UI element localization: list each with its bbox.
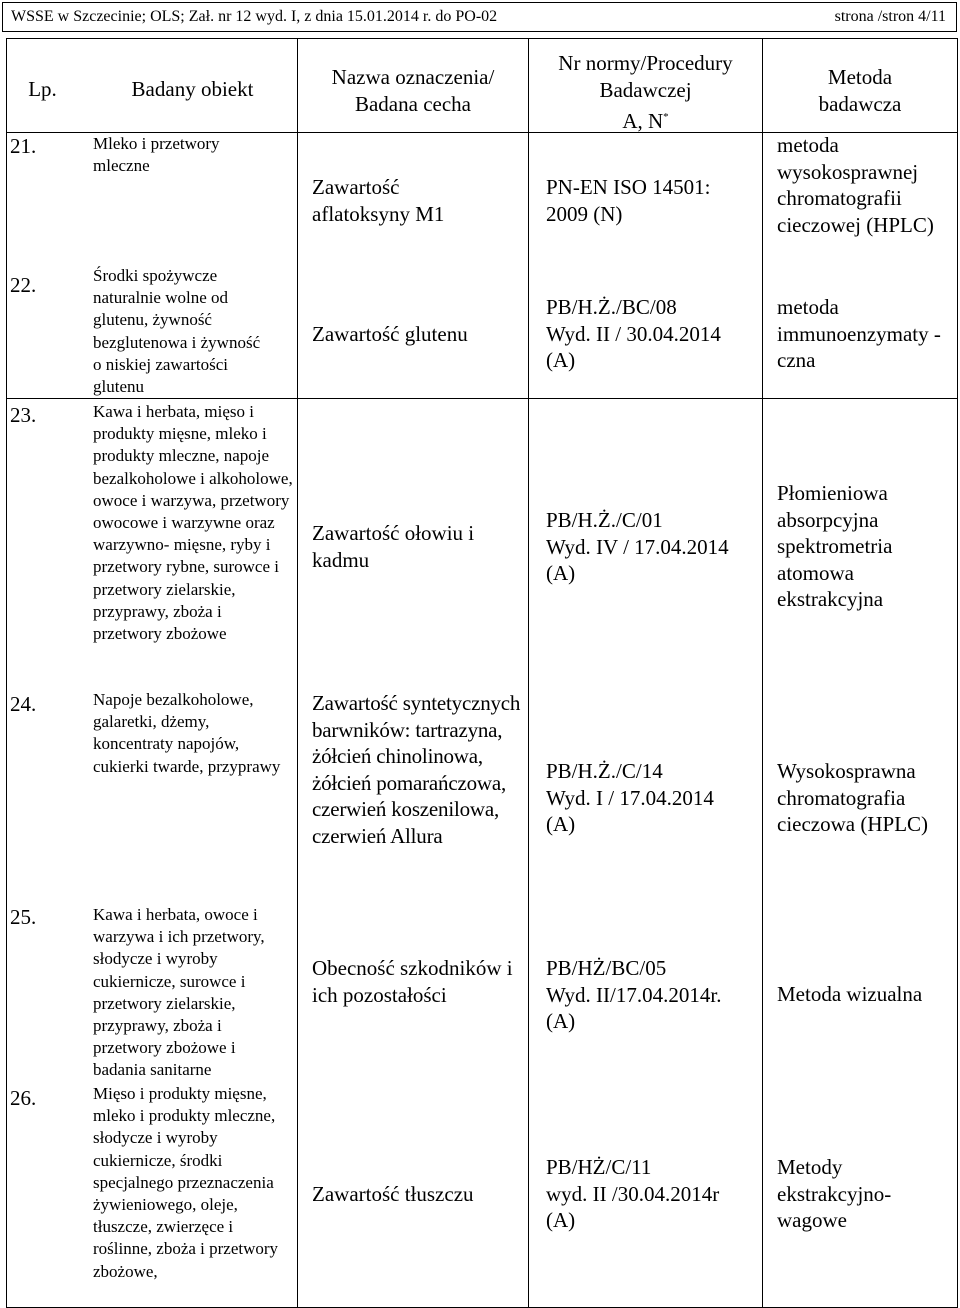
tested-feature: Obecność szkodników i ich pozostałości	[312, 956, 513, 1007]
tested-feature: Zawartość aflatoksyny M1	[312, 175, 445, 226]
column-header-object: Badany obiekt	[131, 77, 254, 101]
tested-feature: Zawartość glutenu	[312, 322, 468, 346]
test-method: Wysokosprawna chromatografia cieczowa (HPLC)	[777, 759, 929, 836]
column-header-method: Metoda badawcza	[818, 65, 902, 116]
test-method: metoda immunoenzymaty -czna	[777, 295, 941, 372]
norm-procedure: PB/HŻ/C/11 wyd. II /30.04.2014r (A)	[546, 1155, 720, 1232]
test-method: Metody ekstrakcyjno- wagowe	[777, 1155, 892, 1232]
document-reference: WSSE w Szczecinie; OLS; Zał. nr 12 wyd. I, z dnia 15.01.2014 r. do PO-02	[11, 8, 498, 25]
row-number: 24.	[10, 692, 37, 716]
row-number: 23.	[10, 403, 37, 427]
tested-object: Napoje bezalkoholowe, galaretki, dżemy, koncentraty napojów, cukierki twarde, przyprawy	[93, 690, 281, 776]
norm-procedure: PB/H.Ż./C/01 Wyd. IV / 17.04.2014 (A)	[546, 508, 729, 585]
norm-procedure: PN-EN ISO 14501: 2009 (N)	[546, 175, 711, 226]
tested-object: Mięso i produkty mięsne, mleko i produkty mleczne, słodycze i wyroby cukiernicze, środki specjalnego przeznaczenia żywieniowego, oleje, tłuszcze, zwierzęce i roślinne, zboża i przetwory zbożowe,	[93, 1084, 279, 1281]
tested-feature: Zawartość ołowiu i kadmu	[312, 521, 475, 572]
column-divider	[297, 38, 298, 1308]
tested-object: Mleko i przetwory mleczne	[93, 134, 220, 176]
norm-procedure: PB/HŻ/BC/05 Wyd. II/17.04.2014r. (A)	[546, 956, 722, 1033]
column-header-feature: Nazwa oznaczenia/ Badana cecha	[331, 65, 495, 116]
document-header	[2, 2, 957, 32]
table-border-right	[957, 38, 958, 1308]
test-method: Metoda wizualna	[777, 982, 923, 1006]
tested-feature: Zawartość syntetycznych barwników: tartrazyna, żółcień chinolinowa, żółcień pomarańczowa, czerwień koszenilowa, czerwień Allura	[312, 691, 521, 848]
tested-object: Kawa i herbata, owoce i warzywa i ich przetwory, słodycze i wyroby cukiernicze, surowce i przetwory zielarskie, przyprawy, zboża i przetwory zbożowe i badania sanitarne	[93, 905, 265, 1080]
tested-object: Środki spożywcze naturalnie wolne od glutenu, żywność bezglutenowa i żywność o niskiej zawartości glutenu	[93, 266, 261, 397]
row-number: 26.	[10, 1086, 37, 1110]
row-number: 22.	[10, 273, 37, 297]
norm-procedure: PB/H.Ż./BC/08 Wyd. II / 30.04.2014 (A)	[546, 295, 721, 372]
page-number: strona /stron 4/11	[834, 8, 946, 25]
tested-feature: Zawartość tłuszczu	[312, 1182, 474, 1206]
test-method: metoda wysokosprawnej chromatografii cieczowej (HPLC)	[777, 133, 934, 237]
column-header-norm: Nr normy/Procedury Badawczej A, N*	[558, 51, 733, 133]
table-border-left	[6, 38, 7, 1308]
table-border-top	[6, 38, 957, 39]
row-number: 25.	[10, 905, 37, 929]
test-method: Płomieniowa absorpcyjna spektrometria atomowa ekstrakcyjna	[777, 481, 893, 611]
column-divider	[762, 38, 763, 1308]
tested-object: Kawa i herbata, mięso i produkty mięsne, mleko i produkty mleczne, napoje bezalkoholowe i alkoholowe, owoce i warzywa, przetwory owocowe i warzywne oraz warzywno- mięsne, ryby i przetwory rybne, surowce i przetwory zielarskie, przyprawy, zboża i przetwory zbożowe	[93, 402, 293, 644]
norm-procedure: PB/H.Ż./C/14 Wyd. I / 17.04.2014 (A)	[546, 759, 714, 836]
column-divider	[528, 38, 529, 1308]
row-number: 21.	[10, 134, 37, 158]
column-header-lp: Lp.	[28, 77, 57, 101]
